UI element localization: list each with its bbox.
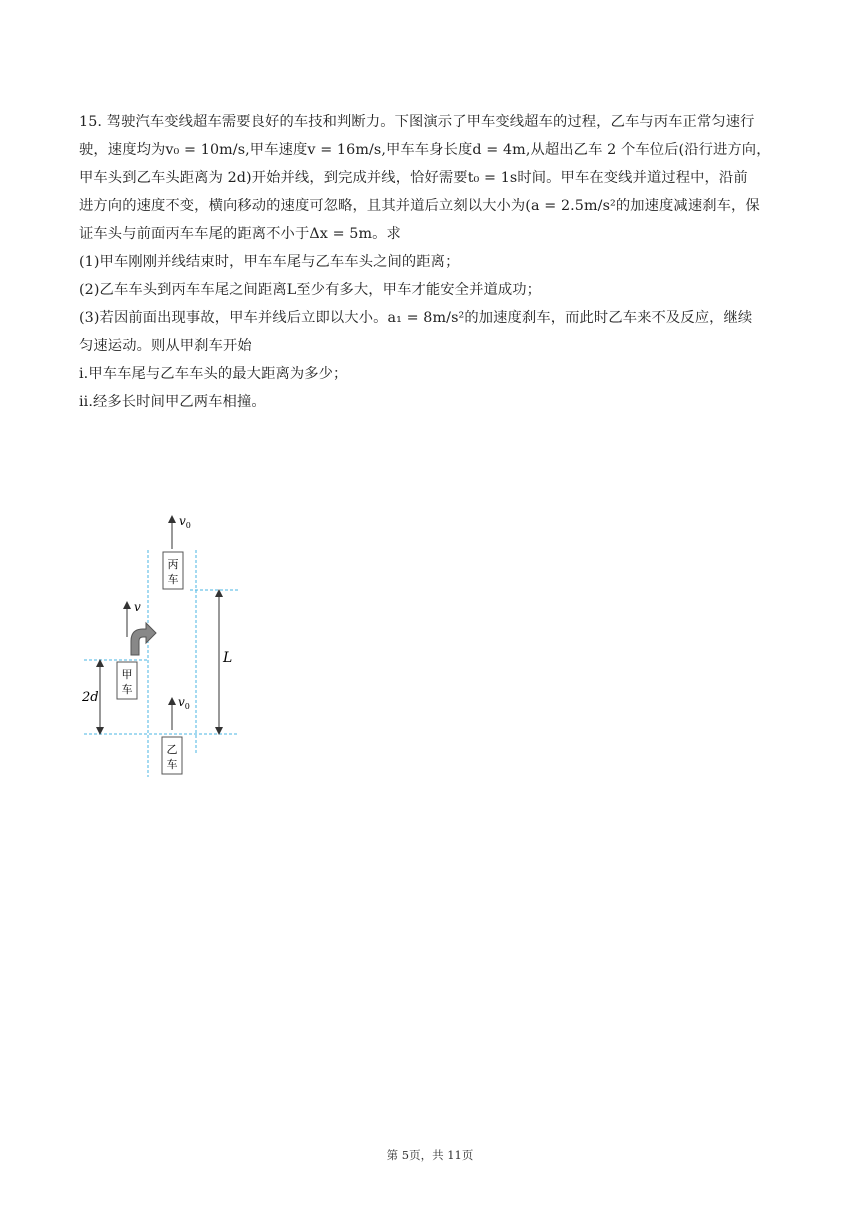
dimension-2d <box>81 663 100 731</box>
question-1: (1)甲车刚刚并线结束时，甲车车尾与乙车车头之间的距离； <box>79 254 460 270</box>
lane-change-diagram <box>80 505 240 777</box>
dimension-L <box>219 593 232 731</box>
car-jia <box>117 600 156 699</box>
velocity-label-v0-bottom: $v_0$ <box>178 695 190 711</box>
car-bing-label-2: 车 <box>167 573 179 586</box>
velocity-label-v: v <box>134 600 141 614</box>
car-yi-label-2: 车 <box>166 758 178 771</box>
problem-line: 驶，速度均为v₀ = 10m/s,甲车速度v = 16m/s,甲车车身长度d = 4m,从超出乙车 2 个车位后(沿行进方向， <box>79 142 771 158</box>
car-jia-label-2: 车 <box>121 683 133 696</box>
question-2: (2)乙车车头到丙车车尾之间距离L至少有多大，甲车才能安全并道成功； <box>79 282 542 298</box>
page-footer: 第 5页，共 11页 <box>386 1148 474 1162</box>
dimension-label-L: L <box>223 650 233 666</box>
car-yi-label-1: 乙 <box>166 743 178 756</box>
lane-change-arrow-icon <box>131 623 156 655</box>
question-3-i: i.甲车车尾与乙车车头的最大距离为多少； <box>79 366 348 382</box>
question-3-cont: 匀速运动。则从甲刹车开始 <box>79 338 252 354</box>
dimension-label-2d: 2d <box>82 690 99 705</box>
problem-text <box>79 108 781 416</box>
problem-line: 进方向的速度不变，横向移动的速度可忽略，且其并道后立刻以大小为(a = 2.5m/s²的加速度减速刹车，保 <box>79 198 760 214</box>
question-3: (3)若因前面出现事故，甲车并线后立即以大小。a₁ = 8m/s²的加速度刹车，而此时乙车来不及反应，继续 <box>79 310 753 326</box>
car-bing <box>163 514 191 589</box>
car-jia-label-1: 甲 <box>121 668 133 681</box>
problem-line: 证车头与前面丙车车尾的距离不小于Δx = 5m。求 <box>79 226 401 242</box>
velocity-label-v0-top: $v_0$ <box>179 514 191 530</box>
problem-line: 甲车头到乙车头距离为 2d)开始并线，到完成并线，恰好需要t₀ = 1s时间。甲车在变线并道过程中，沿前 <box>79 170 748 186</box>
car-bing-label-1: 丙 <box>167 558 179 571</box>
problem-line: 15. 驾驶汽车变线超车需要良好的车技和判断力。下图演示了甲车变线超车的过程，乙车与丙车正常匀速行 <box>79 114 755 130</box>
question-3-ii: ii.经多长时间甲乙两车相撞。 <box>79 394 266 410</box>
